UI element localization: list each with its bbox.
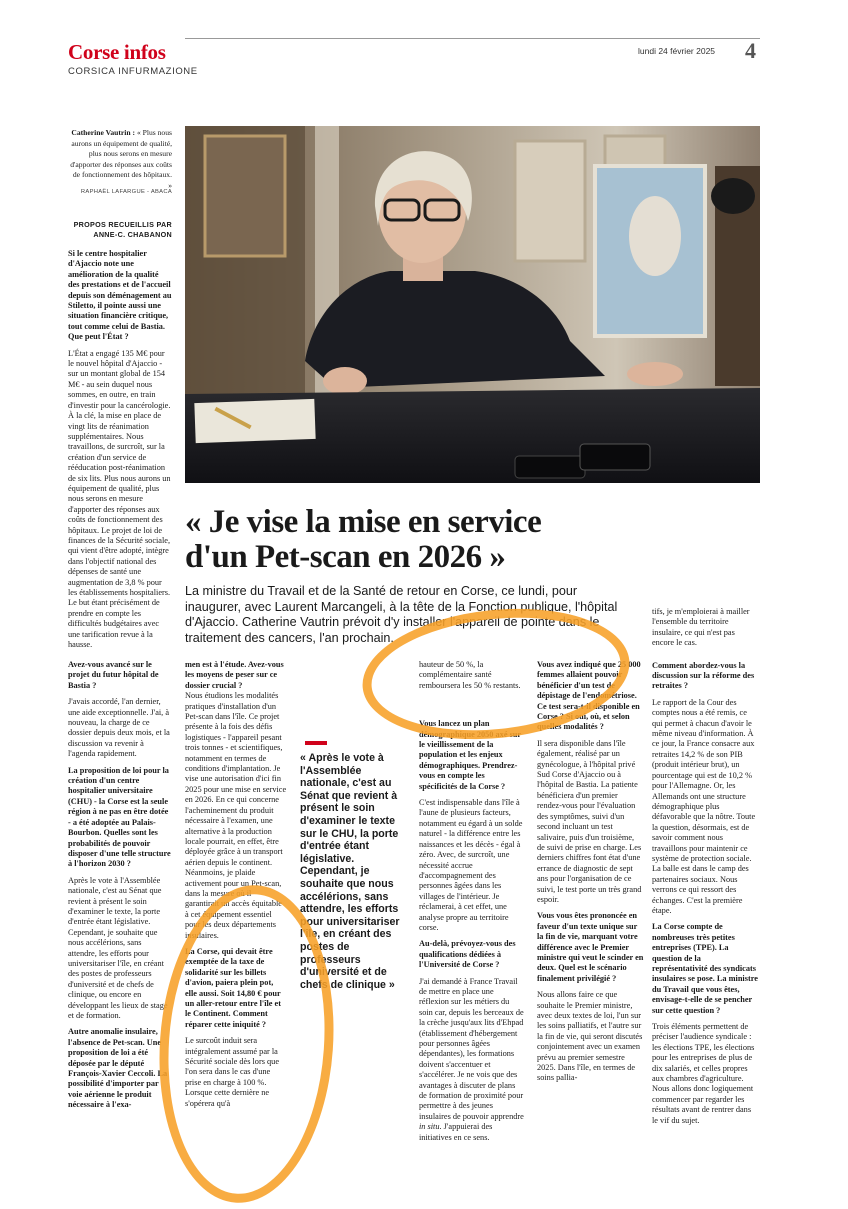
question: Vous vous êtes prononcée en faveur d'un texte unique sur la fin de vie, marquant votre différence avec le Premier ministre qui veut le scinder en deux. Quel est le scénario finalement privilégié ? [537, 911, 644, 983]
question: Autre anomalie insulaire, l'absence de Pet-scan. Une proposition de loi a été déposée par le député François-Xavier Ceccoli. La possibilité d'importer par voie aérienne le produit nécessaire à l'exa- [68, 1027, 168, 1110]
question: Vous avez indiqué que 25 000 femmes allaient pouvoir bénéficier d'un test de dépistage de l'endométriose. Ce test sera-t-il disponible en Corse ? Si oui, où, et selon quelles modalités ? [537, 660, 641, 732]
answer: tifs, je m'emploierai à mailler l'ensemble du territoire insulaire, ce qui n'est pas encore le cas. [652, 607, 750, 648]
question: La proposition de loi pour la création d'un centre hospitalier universitaire (CHU) - la Corse est la seule région à ne pas en être dotée - a été adoptée au Palais-Bourbon. Quelles sont les probabilités de pouvoir disposer d'une telle structure à l'horizon 2030 ? [68, 765, 171, 869]
column-1-bottom [68, 660, 172, 1117]
page-number: 4 [745, 38, 756, 63]
byline: PROPOS RECUEILLIS PAR ANNE-C. CHABANON [73, 220, 172, 239]
answer: Le surcoût induit sera intégralement assumé par la Sécurité sociale dès lors que l'on sera dans le cas d'une prise en charge à 100 %. Lorsque cette dernière ne s'opérera qu'à [185, 1036, 280, 1108]
answer: Il sera disponible dans l'île également, réalisé par un gynécologue, à l'hôpital privé Sud Corse d'Ajaccio ou à l'hôpital de Bastia. La patiente bénéficiera d'un premier rendez-vous pour l'évaluation des symptômes, suivi d'un second incluant un test salivaire, puis d'un troisième, de suivi de prise en charge. Les derniers chiffres font état d'une errance de diagnostic de sept ans pour l'organisation de ce suivi, le test porte un très grand espoir. [537, 738, 642, 904]
lead-paragraph: La ministre du Travail et de la Santé de retour en Corse, ce lundi, pour inaugurer, avec Laurent Marcangeli, à la tête de la Fonction publique, l'hôpital d'Ajaccio. Catherine Vautrin prévoit d'y installer l'appareil de pointe dans le traitement des cancers, l'an prochain. [185, 584, 618, 645]
masthead-title: Corse infos [68, 40, 166, 64]
answer: Après le vote à l'Assemblée nationale, c'est au Sénat que revient à présent le soin d'examiner le texte, la porte d'entrée étant législative. Cependant, je souhaite que nous accélérions, sans attendre, les efforts pour universitariser l'île, en créant des postes de professeurs d'université et de chefs de clinique, ou encore en développant les lieux de stage et de formation. [68, 875, 168, 1020]
question: La Corse compte de nombreuses très petites entreprises (TPE). La question de la représentativité des syndicats insulaires se pose. La ministre du Travail que vous êtes, envisage-t-elle de se pencher sur cette question ? [652, 922, 758, 1015]
question: Au-delà, prévoyez-vous des qualifications dédiées à l'Université de Corse ? [419, 939, 516, 970]
header-rule [185, 38, 760, 39]
answer: J'ai demandé à France Travail de mettre en place une réflexion sur les métiers du soin car, depuis les berceaux de la crèche jusqu'aux lits d'Ehpad (établissement d'hébergement pour personnes âgées dépendantes), les formations doivent s'accentuer et s'accélérer. Je ne vois que des avantages à discuter de plans de formation de proximité pour permettre à des jeunes insulaires de pouvoir apprendre in situ. J'appuierai des initiatives en ce sens. [419, 976, 524, 1142]
answer: Nous allons faire ce que souhaite le Premier ministre, avec deux textes de loi, l'un sur les soins palliatifs, et l'autre sur la fin de vie, qui seront discutés conjointement avec un examen prévu au premier semestre 2025. Dans l'île, en termes de soins pallia- [537, 990, 643, 1083]
issue-date: lundi 24 février 2025 [638, 46, 716, 56]
answer: J'avais accordé, l'an dernier, une aide exceptionnelle. J'ai, à nouveau, la charge de ce dossier depuis deux mois, et la discussion va revenir à l'agenda rapidement. [68, 697, 170, 759]
headline: « Je vise la mise en service d'un Pet-scan en 2026 » [185, 504, 542, 575]
answer: hauteur de 50 %, la complémentaire santé remboursera les 50 % restants. [419, 660, 521, 690]
column-1-top [68, 249, 172, 656]
answer: C'est indispensable dans l'île à l'aune de plusieurs facteurs, notamment eu égard à un solde naturel - la différence entre les naissances et les décès - égal à zéro. Avec, de surcroît, une nécessité accrue d'accompagnement des personnes âgées dans les villages de l'intérieur. Je réclamerai, à cet effet, une analyse propre au territoire corse. [419, 798, 523, 932]
question: Comment abordez-vous la discussion sur la réforme des retraites ? [652, 660, 755, 691]
answer: Trois éléments permettent de préciser l'audience syndicale : les élections TPE, les élections pour les entreprises de plus de dix salariés, et celles propres aux chambres d'agriculture. Nous allons donc logiquement commencer par regarder les résultats avant de rentrer dans le vif du sujet. [652, 1022, 755, 1125]
pullquote-rule [305, 741, 327, 745]
photo-caption: Catherine Vautrin : « Plus nous aurons un équipement de qualité, plus nous serons en mesure d'apporter des réponses aux coûts de fonctionnement des hôpitaux. » [70, 128, 172, 190]
answer: L'État a engagé 135 M€ pour le nouvel hôpital d'Ajaccio - sur un montant global de 154 M€ - au sein duquel nous sommes, en outre, en train d'investir pour la cancérologie. À la clé, la mise en place de vingt lits de réanimation supplémentaires. Nous travaillons, de surcroît, sur la création d'un service de rééducation post-réanimation de six lits. Plus nous aurons un équipement de qualité, plus nous serons en mesure d'apporter des réponses aux coûts de fonctionnement des hôpitaux. Le projet de loi de finances de la Sécurité sociale, qui vient d'être adopté, intègre dans l'objectif national des dépenses de santé une augmentation de 3,8 % pour les établissements hospitaliers. Le but étant précisément de prendre en compte les difficultés budgétaires avec une tarification revue à la hausse. [68, 348, 171, 650]
photo-illustration [185, 126, 760, 483]
question: Vous lancez un plan démographique 2050 axé sur le vieillissement de la population et les enjeux démographiques. Prendrez-vous en compte les spécificités de la Corse ? [419, 719, 521, 791]
article-photo [185, 126, 760, 483]
question: men est à l'étude. Avez-vous les moyens de peser sur ce dossier crucial ? [185, 660, 284, 690]
photo-credit: RAPHAËL LAFARGUE - ABACA [80, 189, 172, 195]
question: Avez-vous avancé sur le projet du futur hôpital de Bastia ? [68, 660, 159, 690]
question: La Corse, qui devait être exemptée de la taxe de solidarité sur les billets d'avion, paiera plein pot, elle aussi. Soit 14,80 € pour un aller-retour entre l'île et le Continent. Comment réparer cette iniquité ? [185, 946, 282, 1029]
masthead-subtitle: CORSICA INFURMAZIONE [68, 66, 198, 77]
answer: Le rapport de la Cour des comptes nous a été remis, ce qui permet à chacun d'avoir le même niveau d'information. À ce jour, la France consacre aux retraites 14,2 % de son PIB (produit intérieur brut), un pourcentage qui est de 10,2 % pour l'Allemagne. Or, les Allemands ont une structure démographique plus défavorable que la nôtre. Toute la question, désormais, est de savoir comment nous travaillons pour maintenir ce système de protection sociale. La balle est dans le camp des partenaires sociaux. Nous verrons ce qui ressort des échanges. C'est la première étape. [652, 697, 756, 915]
question: Si le centre hospitalier d'Ajaccio note une amélioration de la qualité des prestations et de l'accueil depuis son déménagement au Stiletto, il pointe aussi une situation financière critique, tout comme celui de Bastia. Que peut l'État ? [68, 249, 172, 342]
column-5 [652, 607, 758, 1132]
answer: Nous étudions les modalités pratiques d'installation d'un Pet-scan dans l'île. Ce projet présente à la fois des défis logistiques - l'appareil pesant trois tonnes - et scientifiques, notamment en termes de conditions d'implantation. Je vise une autorisation d'ici fin 2025 pour une mise en service en 2026. En ce qui concerne l'acheminement du produit nécessaire à l'examen, une alternative à la production locale pourrait, en effet, être déployée grâce à un transport aérien depuis le continent. Néanmoins, je plaide activement pour un Pet-scan, dans la mesure où il garantirait un accès équitable à cet équipement essentiel pour les deux départements insulaires. [185, 691, 287, 940]
pullquote: « Après le vote à l'Assemblée nationale, c'est au Sénat que revient à présent le soin d'examiner le texte sur le CHU, la porte d'entrée étant législative. Cependant, je souhaite que nous accélérions, sans attendre, les efforts pour universitariser l'île, en créant des postes de professeurs d'université et de chefs de clinique » [300, 752, 400, 991]
